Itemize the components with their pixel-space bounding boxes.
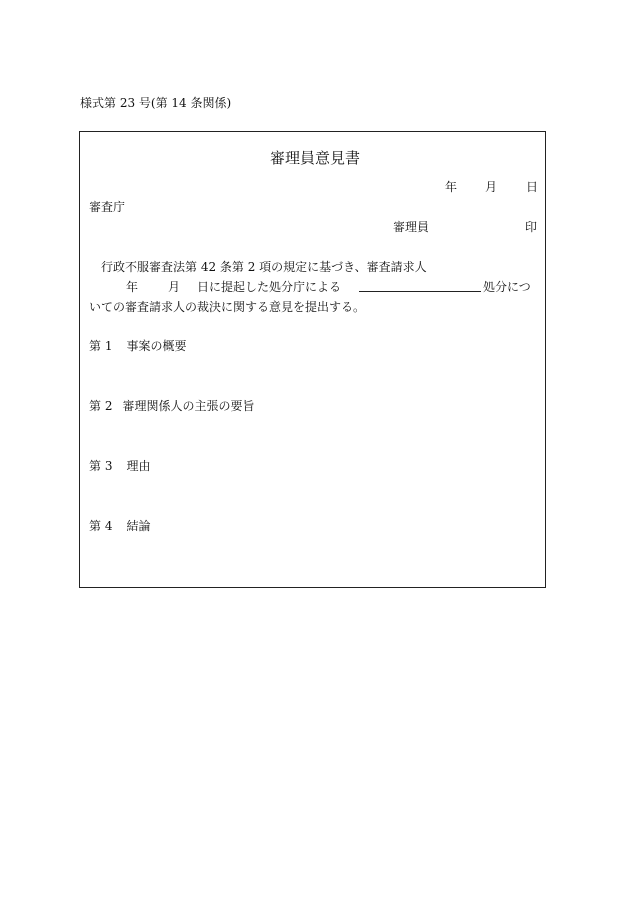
addressee: 審査庁 (89, 200, 126, 214)
body-line-1: 行政不服審査法第 42 条第 2 項の規定に基づき、審査請求人 (101, 260, 427, 274)
body-line-3: いての審査請求人の裁決に関する意見を提出する。 (89, 300, 366, 314)
section-title: 理由 (126, 459, 151, 473)
section-number: 第 4 (89, 519, 113, 533)
body-line-2 (0, 279, 630, 295)
date-year-label: 年 (445, 180, 458, 194)
section-number: 第 2 (89, 399, 113, 413)
signer-label: 審理員 (393, 220, 430, 234)
disposition-blank-line (359, 279, 481, 296)
section-title: 事案の概要 (126, 339, 187, 353)
section-title: 審理関係人の主張の要旨 (122, 399, 255, 413)
seal-mark: 印 (525, 220, 538, 234)
body-year-label: 年 (126, 280, 139, 294)
section-3 (89, 458, 150, 474)
date-month-label: 月 (485, 180, 498, 194)
section-2 (89, 398, 254, 414)
document-title: 審理員意見書 (269, 149, 360, 167)
section-1 (89, 338, 186, 354)
body-line-2-end: 処分につ (483, 280, 531, 294)
date-line (0, 179, 630, 195)
section-4 (89, 518, 150, 534)
body-month-label: 月 (168, 280, 181, 294)
section-number: 第 1 (89, 339, 113, 353)
form-number-label: 様式第 23 号(第 14 条関係) (80, 96, 232, 110)
section-title: 結論 (126, 519, 151, 533)
body-line-2-text: 日に提起した処分庁による (197, 280, 342, 294)
section-number: 第 3 (89, 459, 113, 473)
date-day-label: 日 (526, 180, 539, 194)
